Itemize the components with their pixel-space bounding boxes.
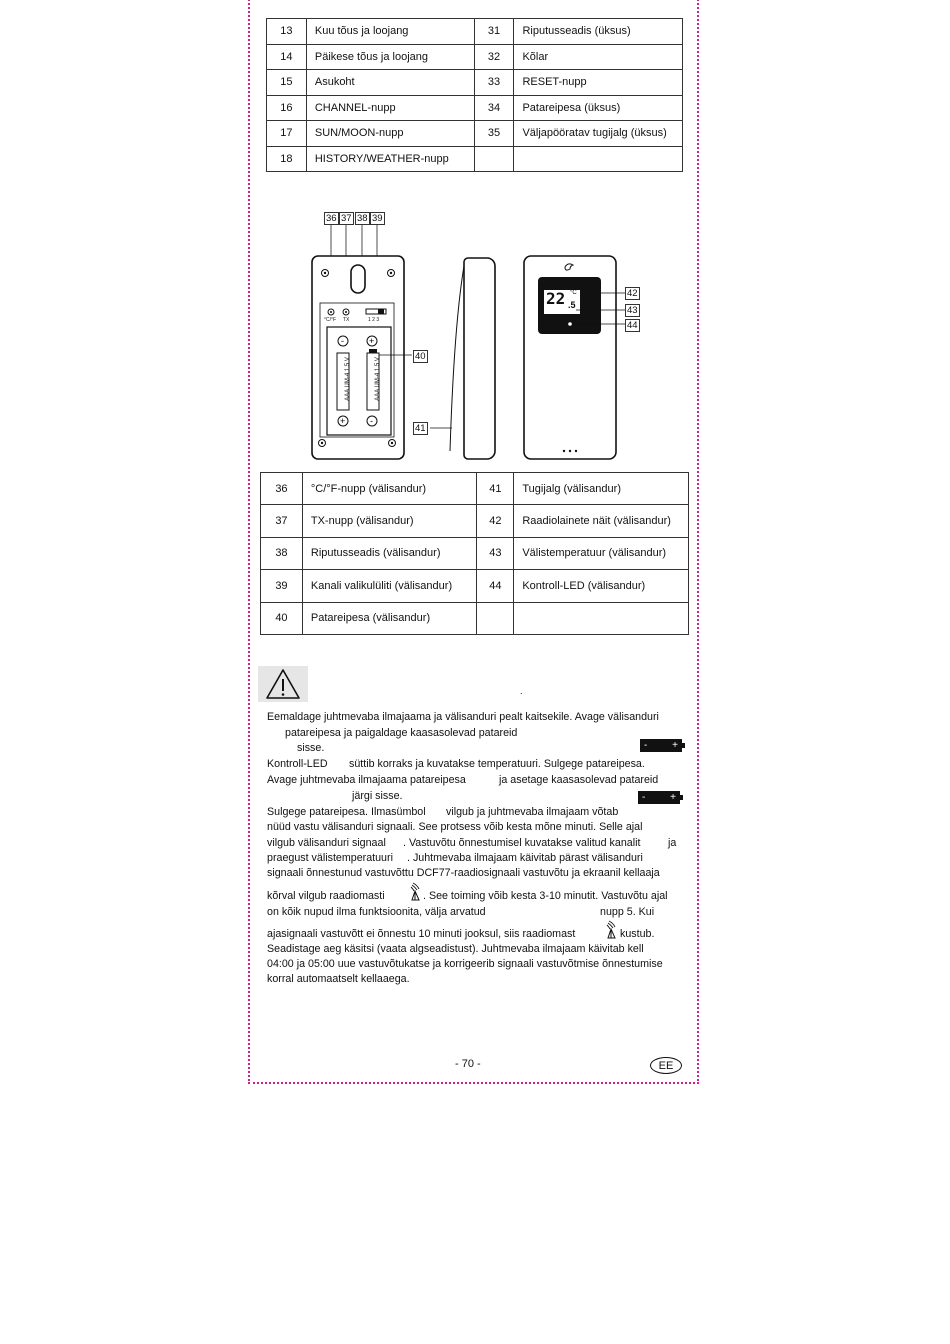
body-line-12b: . See toiming võib kesta 3-10 minutit. Vastuvõtu ajal [423,890,668,902]
body-line-15: Seadistage aeg käsitsi (vaata algseadistust). Juhtmevaba ilmajaam käivitab kell [267,943,644,955]
callout-43: 43 [627,305,638,316]
part-number: 42 [477,505,514,537]
display-temperature: 22 [546,289,566,308]
parts-table-top [266,18,683,172]
display-unit: °C [570,290,577,296]
battery-label-1: AAA UM-4 1.5 V [344,357,351,401]
part-name: TX-nupp (välisandur) [302,505,477,537]
part-name: Riputusseadis (üksus) [514,19,683,45]
parts-top-row [267,70,683,96]
part-number: 35 [474,121,514,147]
body-line-6: järgi sisse. [352,790,403,802]
part-name: Kontroll-LED (välisandur) [514,570,689,602]
svg-text:+: + [369,336,375,346]
body-line-1: Eemaldage juhtmevaba ilmajaama ja välisanduri pealt kaitsekile. Avage välisanduri [267,711,659,723]
part-number: 14 [267,44,307,70]
battery-plus: + [672,740,678,751]
part-number [477,602,514,634]
part-number: 33 [474,70,514,96]
body-line-17: korral automaatselt kellaaega. [267,973,410,985]
part-name: Väljapööratav tugijalg (üksus) [514,121,683,147]
battery-plus-2: + [670,792,676,803]
part-number: 34 [474,95,514,121]
part-name: °C/°F-nupp (välisandur) [302,473,477,505]
part-name [514,602,689,634]
body-line-10a: praegust välistemperatuuri [267,852,393,864]
parts-bottom-row [261,473,689,505]
body-line-12a: kõrval vilgub raadiomasti [267,890,385,902]
battery-icon-2 [638,791,680,804]
battery-minus-2: - [642,792,646,803]
part-name: Patareipesa (üksus) [514,95,683,121]
cf-label: °C/°F [324,317,337,323]
tx-label: TX [343,317,350,323]
part-number: 41 [477,473,514,505]
body-line-14b: kustub. [620,928,655,940]
part-name: Tugijalg (välisandur) [514,473,689,505]
callout-41: 41 [415,423,426,434]
body-line-5a: Avage juhtmevaba ilmajaama patareipesa [267,774,466,786]
part-number: 13 [267,19,307,45]
body-line-9a: vilgub välisanduri signaal [267,837,386,849]
sensor-illustration [300,210,650,466]
body-line-7b: vilgub ja juhtmevaba ilmajaam võtab [446,806,619,818]
body-line-5b: ja asetage kaasasolevad patareid [499,774,659,786]
svg-text:+: + [340,416,346,426]
callout-44: 44 [627,320,638,331]
part-name: Riputusseadis (välisandur) [302,537,477,569]
part-name: HISTORY/WEATHER-nupp [306,146,474,172]
battery-minus: - [644,740,648,751]
callout-40: 40 [415,351,426,362]
part-number: 32 [474,44,514,70]
part-name: Päikese tõus ja loojang [306,44,474,70]
part-name: Kuu tõus ja loojang [306,19,474,45]
svg-text:-: - [370,416,373,426]
part-number: 38 [261,537,303,569]
part-name: Asukoht [306,70,474,96]
part-number: 18 [267,146,307,172]
body-line-16: 04:00 ja 05:00 uue vastuvõtukatse ja korrigeerib signaali vastuvõtmise õnnestumise [267,958,663,970]
part-number: 15 [267,70,307,96]
body-line-14a: ajasignaali vastuvõtt ei õnnestu 10 minuti jooksul, siis raadiomast [267,928,576,940]
body-line-11: signaali õnnestunud vastuvõttu DCF77-raadiosignaali vastuvõtu ja ekraanil kellaaja [267,867,660,879]
parts-top-row [267,121,683,147]
parts-top-row [267,95,683,121]
part-number: 37 [261,505,303,537]
part-number: 16 [267,95,307,121]
callout-36: 36 [326,213,337,224]
part-name: Kanali valikulüliti (välisandur) [302,570,477,602]
part-number: 36 [261,473,303,505]
body-line-13b: nupp 5. Kui [600,906,655,918]
parts-bottom-row [261,537,689,569]
part-number [474,146,514,172]
parts-table-bottom [260,472,689,635]
sensor-figure [300,210,650,466]
callout-42: 42 [627,288,638,299]
parts-bottom-row [261,505,689,537]
part-number: 31 [474,19,514,45]
callout-39: 39 [372,213,383,224]
radio-mast-icon-2 [605,919,619,939]
part-name: Välistemperatuur (välisandur) [514,537,689,569]
part-name: SUN/MOON-nupp [306,121,474,147]
part-name: Kõlar [514,44,683,70]
parts-bottom-row [261,602,689,634]
part-name: RESET-nupp [514,70,683,96]
parts-top-row [267,44,683,70]
parts-top-row [267,19,683,45]
warning-box [258,666,308,702]
callout-38: 38 [357,213,368,224]
channel-label: 1 2 3 [368,317,380,323]
body-line-13a: on kõik nupud ilma funktsioonita, välja arvatud [267,906,486,918]
part-number: 43 [477,537,514,569]
body-line-10b: . Juhtmevaba ilmajaam käivitab pärast välisanduri [407,852,643,864]
body-line-8: nüüd vastu välisanduri signaali. See protsess võib kesta mõne minuti. Selle ajal [267,821,643,833]
part-name: CHANNEL-nupp [306,95,474,121]
part-number: 17 [267,121,307,147]
body-line-7a: Sulgege patareipesa. Ilmasümbol [267,806,426,818]
body-line-9c: ja [668,837,677,849]
callout-37: 37 [341,213,352,224]
page-number: - 70 - [455,1058,481,1070]
radio-mast-icon [409,881,423,901]
part-name [514,146,683,172]
battery-icon [640,739,682,752]
part-number: 44 [477,570,514,602]
svg-text:-: - [341,336,344,346]
body-line-9b: . Vastuvõtu õnnestumisel kuvatakse valitud kanalit [403,837,641,849]
warning-dot: . [520,686,523,696]
part-name: Patareipesa (välisandur) [302,602,477,634]
warning-triangle-icon [258,666,308,702]
body-line-2: patareipesa ja paigaldage kaasasolevad patareid [285,727,518,739]
body-line-3: sisse. [297,742,325,754]
part-number: 39 [261,570,303,602]
parts-bottom-row [261,570,689,602]
body-line-4b: süttib korraks ja kuvatakse temperatuuri. Sulgege patareipesa. [349,758,645,770]
part-number: 40 [261,602,303,634]
battery-label-2: AAA UM-4 1.5 V [374,357,381,401]
part-name: Raadiolainete näit (välisandur) [514,505,689,537]
country-badge: EE [650,1057,682,1074]
parts-top-row [267,146,683,172]
body-line-4a: Kontroll-LED [267,758,328,770]
display-decimal: .5 [568,300,576,310]
